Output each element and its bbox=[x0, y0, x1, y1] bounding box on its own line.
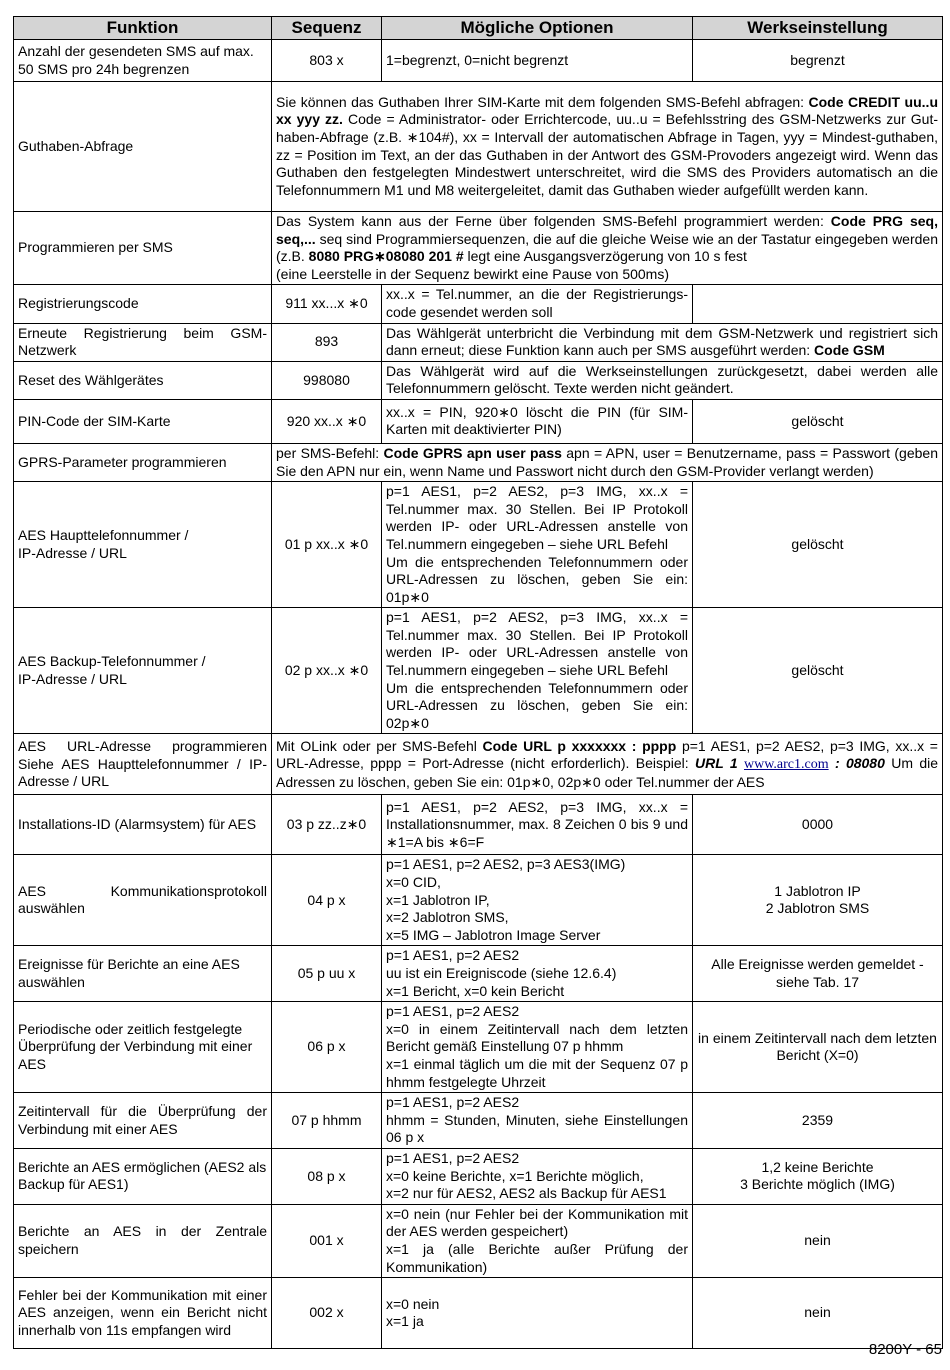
table-row bbox=[14, 482, 943, 608]
cell-optionen bbox=[382, 855, 693, 946]
cell-funktion: Guthaben-Abfrage bbox=[14, 82, 272, 212]
cell-funktion: Periodische oder zeitlich festgelegte Überprüfung der Verbindung mit einer AES bbox=[14, 1002, 272, 1093]
table-row bbox=[14, 1148, 943, 1204]
column-header-optionen: Mögliche Optionen bbox=[382, 17, 693, 40]
option-line: x=2 Jablotron SMS, bbox=[386, 909, 509, 926]
cell-werkseinstellung bbox=[693, 285, 943, 323]
cell-sequenz: 07 p hhmm bbox=[272, 1093, 382, 1149]
cell-sequenz: 803 x bbox=[272, 40, 382, 82]
cell-description bbox=[272, 734, 943, 795]
option-line: p=1 AES1, p=2 AES2 bbox=[386, 1094, 520, 1111]
cell-funktion: Reset des Wählgerätes bbox=[14, 361, 272, 399]
cell-werkseinstellung: gelöscht bbox=[693, 482, 943, 608]
desc-text: per SMS-Befehl: bbox=[276, 444, 384, 461]
option-line: uu ist ein Ereigniscode (siehe 12.6.4) bbox=[386, 965, 617, 981]
cell-optionen bbox=[382, 1278, 693, 1349]
table-row bbox=[14, 285, 943, 323]
cell-werkseinstellung: gelöscht bbox=[693, 608, 943, 734]
desc-text: Code = Administrator- oder Errichtercode, uu..u = Befehlsstring des GSM-Netzwerks zur Gut-haben-Abfrage (z.B. ∗104#), xx = Intervall der automatischen Abfrage in Tagen, yyy = Mindest-guthaben, zz = Position im Text, an der das Guthaben in der Antwort des GSM-Provoders angezeigt wird. Wenn das Guthaben den festgelegten Mindestwert unterschreitet, wird die SMS des Providers automatisch an die Telefonnummern M1 und M8 weitergeleitet, damit das Guthaben wieder aufgefüllt werden kann. bbox=[276, 111, 939, 198]
cell-funktion: Installations-ID (Alarmsystem) für AES bbox=[14, 795, 272, 855]
desc-text: apn = APN, user = Benutzername, pass = Passwort (geben Sie den APN nur ein, wenn Name und Passwort nicht durch den GSM-Provider verlangt werden) bbox=[276, 444, 938, 479]
option-text: Um die entsprechenden Telefonnummern oder URL-Adressen zu löschen, geben Sie ein: 01p∗0 bbox=[386, 553, 688, 605]
cell-funktion: GPRS-Parameter programmieren bbox=[14, 443, 272, 481]
cell-werkseinstellung: in einem Zeitintervall nach dem letzten Bericht (X=0) bbox=[693, 1002, 943, 1093]
option-line: p=1 AES1, p=2 AES2, p=3 AES3(IMG) bbox=[386, 856, 626, 873]
cell-optionen bbox=[382, 482, 693, 608]
cell-sequenz: 911 xx...x ∗0 bbox=[272, 285, 382, 323]
url-example-command: URL 1 bbox=[695, 755, 738, 772]
option-line: x=1 Jablotron IP, bbox=[386, 891, 490, 908]
sms-command: Code PRG seq, seq,... bbox=[276, 213, 938, 247]
option-line: x=5 IMG – Jablotron Image Server bbox=[386, 926, 601, 943]
cell-funktion: AES URL-Adresse programmieren Siehe AES Haupttelefonnummer / IP-Adresse / URL bbox=[14, 734, 272, 795]
cell-werkseinstellung: nein bbox=[693, 1204, 943, 1277]
cell-optionen bbox=[382, 1148, 693, 1204]
option-text: x=0 in einem Zeitintervall nach dem letzten Bericht gemäß Einstellung 07 p hhmm bbox=[386, 1020, 688, 1055]
cell-funktion: Ereignisse für Berichte an eine AES auswählen bbox=[14, 946, 272, 1002]
desc-text: legt eine Ausgangsverzögerung von 10 s fest bbox=[463, 248, 747, 265]
table-row bbox=[14, 1093, 943, 1149]
option-text: hhmm = Stunden, Minuten, siehe Einstellungen 06 p x bbox=[386, 1111, 688, 1146]
sms-command: Code GPRS apn user pass bbox=[383, 444, 562, 461]
funktion-line: IP-Adresse / URL bbox=[18, 670, 127, 687]
cell-sequenz: 08 p x bbox=[272, 1148, 382, 1204]
table-row bbox=[14, 608, 943, 734]
cell-optionen: 1=begrenzt, 0=nicht begrenzt bbox=[382, 40, 693, 82]
desc-text: Mit OLink oder per SMS-Befehl bbox=[276, 737, 483, 754]
option-line: x=0 CID, bbox=[386, 874, 441, 891]
desc-text: Sie können das Guthaben Ihrer SIM-Karte mit dem folgenden SMS-Befehl abfragen: bbox=[276, 93, 809, 110]
cell-werkseinstellung: nein bbox=[693, 1278, 943, 1349]
table-row bbox=[14, 1002, 943, 1093]
cell-funktion: Registrierungscode bbox=[14, 285, 272, 323]
option-line: x=0 keine Berichte, x=1 Berichte möglich, bbox=[386, 1167, 644, 1184]
column-header-sequenz: Sequenz bbox=[272, 17, 382, 40]
option-line: x=1 ja bbox=[386, 1313, 424, 1330]
option-line: p=1 AES1, p=2 AES2 bbox=[386, 1003, 520, 1020]
cell-description bbox=[272, 212, 943, 285]
desc-text: p=1 AES1, p=2 AES2, p=3 IMG, xx..x = URL-Adresse, pppp = Port-Adresse (nicht erforderlich). Beispiel: bbox=[276, 737, 938, 772]
funktion-line: AES Haupttelefonnummer / bbox=[18, 527, 189, 544]
cell-funktion: PIN-Code der SIM-Karte bbox=[14, 399, 272, 443]
funktion-line: IP-Adresse / URL bbox=[18, 544, 127, 561]
option-text: Um die entsprechenden Telefonnummern oder URL-Adressen zu löschen, geben Sie ein: 02p∗0 bbox=[386, 679, 688, 731]
cell-optionen: p=1 AES1, p=2 AES2, p=3 IMG, xx..x = Installationsnummer, max. 8 Zeichen 0 bis 9 und ∗1=A bis ∗6=F bbox=[382, 795, 693, 855]
column-header-funktion: Funktion bbox=[14, 17, 272, 40]
table-row bbox=[14, 734, 943, 795]
cell-optionen bbox=[382, 1002, 693, 1093]
option-line: p=1 AES1, p=2 AES2 bbox=[386, 1149, 520, 1166]
sms-command: Code URL p xxxxxxx : pppp bbox=[482, 737, 677, 754]
cell-funktion bbox=[14, 482, 272, 608]
cell-werkseinstellung bbox=[693, 1148, 943, 1204]
default-line: 1 Jablotron IP bbox=[774, 882, 861, 899]
cell-optionen bbox=[382, 1204, 693, 1277]
funktion-line: AES Backup-Telefonnummer / bbox=[18, 653, 206, 670]
cell-sequenz: 998080 bbox=[272, 361, 382, 399]
cell-funktion: Erneute Registrierung beim GSM-Netzwerk bbox=[14, 323, 272, 361]
cell-sequenz: 03 p zz..z∗0 bbox=[272, 795, 382, 855]
cell-funktion: Berichte an AES ermöglichen (AES2 als Backup für AES1) bbox=[14, 1148, 272, 1204]
cell-funktion: Berichte an AES in der Zentrale speichern bbox=[14, 1204, 272, 1277]
cell-werkseinstellung: 2359 bbox=[693, 1093, 943, 1149]
table-row bbox=[14, 40, 943, 82]
sms-command: Code CREDIT uu..u xx yyy zz. bbox=[276, 93, 938, 128]
url-example-link[interactable]: www.arc1.com bbox=[743, 757, 829, 773]
option-line: x=1 Bericht, x=0 kein Bericht bbox=[386, 982, 565, 999]
table-row bbox=[14, 82, 943, 212]
desc-text: seq sind Programmiersequenzen, die auf die gleiche Weise wie an der Tastatur eingegeben werden (z.B. bbox=[276, 230, 938, 265]
cell-description: Das Wählgerät wird auf die Werkseinstellungen zurückgesetzt, dabei werden alle Telefonnummern gelöscht. Texte werden nicht geändert. bbox=[382, 361, 943, 399]
url-example-port: : 08080 bbox=[828, 755, 885, 772]
column-header-werkseinstellung: Werkseinstellung bbox=[693, 17, 943, 40]
settings-table bbox=[13, 16, 943, 1349]
cell-sequenz: 02 p xx..x ∗0 bbox=[272, 608, 382, 734]
cell-optionen bbox=[382, 946, 693, 1002]
cell-funktion: Anzahl der gesendeten SMS auf max. 50 SMS pro 24h begrenzen bbox=[14, 40, 272, 82]
cell-optionen bbox=[382, 608, 693, 734]
cell-optionen bbox=[382, 1093, 693, 1149]
table-row bbox=[14, 946, 943, 1002]
cell-funktion: AES Kommunikationsprotokoll auswählen bbox=[14, 855, 272, 946]
desc-text: Das System kann aus der Ferne über folgenden SMS-Befehl programmiert werden: bbox=[276, 213, 831, 229]
page-number: 8200Y - 65 bbox=[868, 1341, 942, 1358]
option-line: x=2 nur für AES2, AES2 als Backup für AES1 bbox=[386, 1185, 667, 1202]
default-line: 2 Jablotron SMS bbox=[765, 900, 870, 917]
table-row bbox=[14, 855, 943, 946]
cell-sequenz: 05 p uu x bbox=[272, 946, 382, 1002]
table-row bbox=[14, 212, 943, 285]
sms-command: Code GSM bbox=[814, 342, 885, 359]
cell-werkseinstellung: Alle Ereignisse werden gemeldet - siehe Tab. 17 bbox=[693, 946, 943, 1002]
cell-sequenz: 920 xx..x ∗0 bbox=[272, 399, 382, 443]
cell-werkseinstellung: gelöscht bbox=[693, 399, 943, 443]
cell-funktion: Zeitintervall für die Überprüfung der Verbindung mit einer AES bbox=[14, 1093, 272, 1149]
table-row bbox=[14, 1278, 943, 1349]
option-line: x=0 nein bbox=[386, 1295, 440, 1312]
table-row bbox=[14, 795, 943, 855]
cell-description bbox=[272, 443, 943, 481]
cell-sequenz: 001 x bbox=[272, 1204, 382, 1277]
cell-sequenz: 06 p x bbox=[272, 1002, 382, 1093]
cell-funktion bbox=[14, 608, 272, 734]
cell-werkseinstellung: 0000 bbox=[693, 795, 943, 855]
table-row bbox=[14, 1204, 943, 1277]
option-text: x=1 ja (alle Berichte außer Prüfung der Kommunikation) bbox=[386, 1240, 688, 1275]
desc-text: Um die Adressen zu löschen, geben Sie ein: 01p∗0, 02p∗0 oder Tel.nummer der AES bbox=[276, 755, 938, 790]
cell-werkseinstellung bbox=[693, 855, 943, 946]
table-header-row bbox=[14, 17, 943, 40]
table-row bbox=[14, 361, 943, 399]
cell-sequenz: 893 bbox=[272, 323, 382, 361]
desc-text: Das Wählgerät unterbricht die Verbindung mit dem GSM-Netzwerk und registriert sich dann erneut; diese Funktion kann auch per SMS ausgeführt werden: bbox=[386, 324, 938, 359]
cell-werkseinstellung: begrenzt bbox=[693, 40, 943, 82]
cell-optionen: xx..x = Tel.nummer, an die der Registrierungs-code gesendet werden soll bbox=[382, 285, 693, 323]
option-line: p=1 AES1, p=2 AES2 bbox=[386, 947, 520, 964]
cell-sequenz: 04 p x bbox=[272, 855, 382, 946]
cell-description bbox=[272, 82, 943, 212]
table-row bbox=[14, 399, 943, 443]
option-text: p=1 AES1, p=2 AES2, p=3 IMG, xx..x = Tel.nummer max. 30 Stellen. Bei IP Protokoll werden IP- oder URL-Adressen anstelle von Tel.nummern eingegeben – siehe URL Befehl bbox=[386, 609, 688, 679]
cell-funktion: Programmieren per SMS bbox=[14, 212, 272, 285]
default-line: 3 Berichte möglich (IMG) bbox=[740, 1176, 895, 1193]
cell-sequenz: 01 p xx..x ∗0 bbox=[272, 482, 382, 608]
table-row bbox=[14, 443, 943, 481]
option-text: x=1 einmal täglich um die mit der Sequenz 07 p hhmm festgelegte Uhrzeit bbox=[386, 1055, 688, 1090]
cell-sequenz: 002 x bbox=[272, 1278, 382, 1349]
option-text: x=0 nein (nur Fehler bei der Kommunikation mit der AES werden gespeichert) bbox=[386, 1205, 688, 1240]
default-line: 1,2 keine Berichte bbox=[761, 1158, 874, 1175]
option-text: p=1 AES1, p=2 AES2, p=3 IMG, xx..x = Tel.nummer max. 30 Stellen. Bei IP Protokoll werden IP- oder URL-Adressen anstelle von Tel.nummern eingegeben – siehe URL Befehl bbox=[386, 483, 688, 552]
cell-description bbox=[382, 323, 943, 361]
cell-funktion: Fehler bei der Kommunikation mit einer AES anzeigen, wenn ein Bericht nicht innerhalb von 11s empfangen wird bbox=[14, 1278, 272, 1349]
table-row bbox=[14, 323, 943, 361]
desc-note: (eine Leerstelle in der Sequenz bewirkt eine Pause von 500ms) bbox=[276, 265, 670, 282]
sms-example: 8080 PRG∗08080 201 # bbox=[308, 248, 464, 265]
cell-optionen: xx..x = PIN, 920∗0 löscht die PIN (für SIM-Karten mit deaktivierter PIN) bbox=[382, 399, 693, 443]
